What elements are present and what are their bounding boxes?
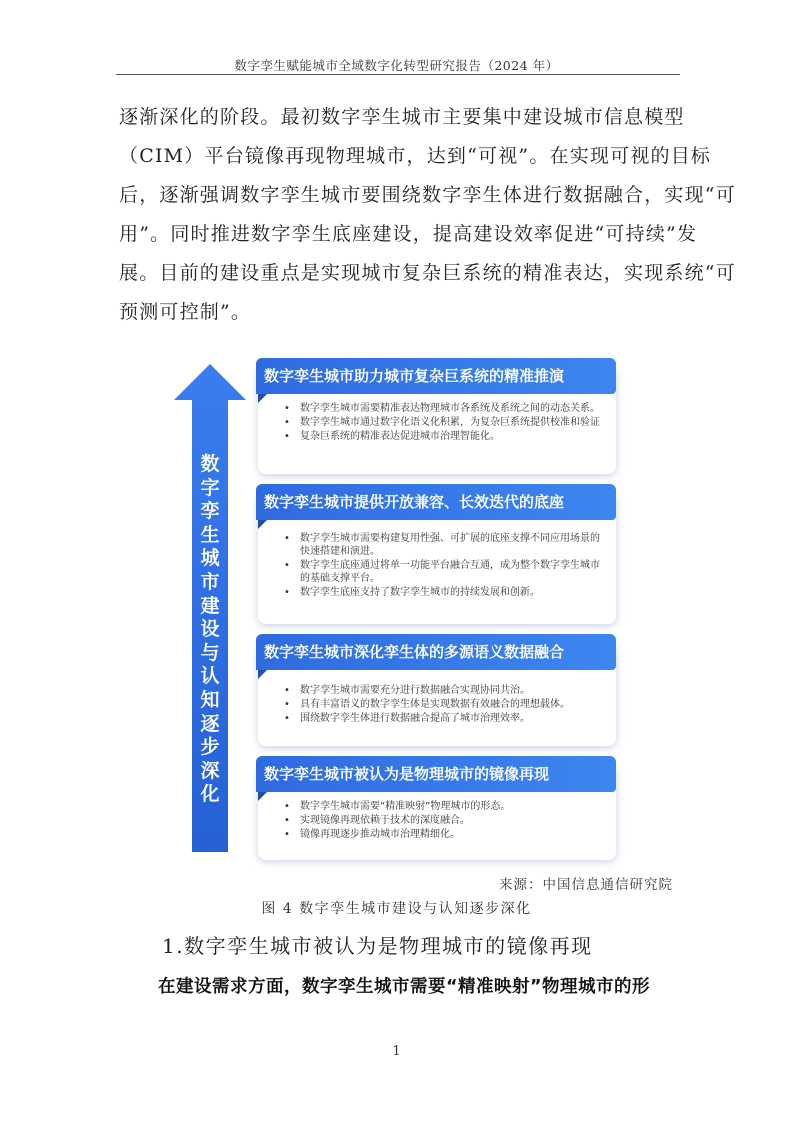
stage-title: 数字孪生城市被认为是物理城市的镜像再现 [256, 756, 616, 792]
bullet-item: • 数字孪生城市需要充分进行数据融合实现协同共治。 [284, 684, 604, 697]
stage-open-foundation [256, 484, 616, 624]
stage-title: 数字孪生城市助力城市复杂巨系统的精准推演 [256, 358, 616, 394]
bullet-item: • 实现镜像再现依赖于技术的深度融合。 [284, 814, 604, 827]
bullet-item: • 数字孪生城市通过数字化语义化积累，为复杂巨系统提供校准和验证 [284, 416, 604, 429]
stage-data-fusion [256, 634, 616, 746]
paragraph-line: （CIM）平台镜像再现物理城市，达到“可视”。在实现可视的目标 [119, 145, 712, 167]
paragraph-line: 展。目前的建设重点是实现城市复杂巨系统的精准表达，实现系统“可 [119, 262, 736, 284]
bullet-item: • 数字孪生底座支持了数字孪生城市的持续发展和创新。 [284, 586, 604, 599]
bullet-item: • 数字孪生城市需要精准表达物理城市各系统及系统之间的动态关系。 [284, 402, 604, 415]
bullet-item: • 数字孪生底座通过将单一功能平台融合互通，成为整个数字孪生城市的基础支撑平台。 [284, 559, 604, 585]
stage-tail [258, 792, 267, 801]
vertical-axis-label: 数字孪生城市建设与认知逐步深化 [200, 453, 220, 806]
stage-tail [258, 670, 267, 679]
page-number: 1 [392, 1044, 401, 1059]
bullet-item: • 围绕数字孪生体进行数据融合提高了城市治理效率。 [284, 712, 604, 725]
stage-mirror-reproduction [256, 756, 616, 860]
section-heading: 1.数字孪生城市被认为是物理城市的镜像再现 [162, 934, 593, 958]
stage-precise-simulation [256, 358, 616, 474]
stage-bullets [284, 684, 604, 726]
stage-title: 数字孪生城市深化孪生体的多源语义数据融合 [256, 634, 616, 670]
stage-bullets [284, 532, 604, 600]
figure-source: 来源：中国信息通信研究院 [499, 877, 673, 893]
body-paragraph [119, 98, 736, 332]
figure-caption: 图 4 数字孪生城市建设与认知逐步深化 [261, 901, 532, 917]
stage-title: 数字孪生城市提供开放兼容、长效迭代的底座 [256, 484, 616, 520]
figure-cognition-evolution [170, 358, 625, 863]
paragraph-line: 预测可控制”。 [119, 301, 252, 323]
paragraph-line: 用”。同时推进数字孪生底座建设，提高建设效率促进“可持续”发 [119, 223, 698, 245]
stage-tail [258, 394, 267, 403]
bullet-item: • 复杂巨系统的精准表达促进城市治理智能化。 [284, 430, 604, 443]
paragraph-line: 后，逐渐强调数字孪生城市要围绕数字孪生体进行数据融合，实现“可 [119, 184, 736, 206]
stage-bullets [284, 402, 604, 444]
bullet-item: • 镜像再现逐步推动城市治理精细化。 [284, 828, 604, 841]
running-header: 数字孪生赋能城市全域数字化转型研究报告（2024 年） [234, 58, 559, 73]
paragraph-line: 逐渐深化的阶段。最初数字孪生城市主要集中建设城市信息模型 [119, 106, 685, 128]
bullet-item: • 数字孪生城市需要“精准映射”物理城市的形态。 [284, 800, 604, 813]
stage-bullets [284, 800, 604, 842]
bullet-item: • 数字孪生城市需要构建复用性强、可扩展的底座支撑不同应用场景的快速搭建和演进。 [284, 532, 604, 558]
lead-sentence: 在建设需求方面，数字孪生城市需要“精准映射”物理城市的形 [158, 977, 651, 997]
header-rule [116, 74, 680, 75]
bullet-item: • 具有丰富语义的数字孪生体是实现数据有效融合的理想载体。 [284, 698, 604, 711]
stage-tail [258, 520, 267, 529]
